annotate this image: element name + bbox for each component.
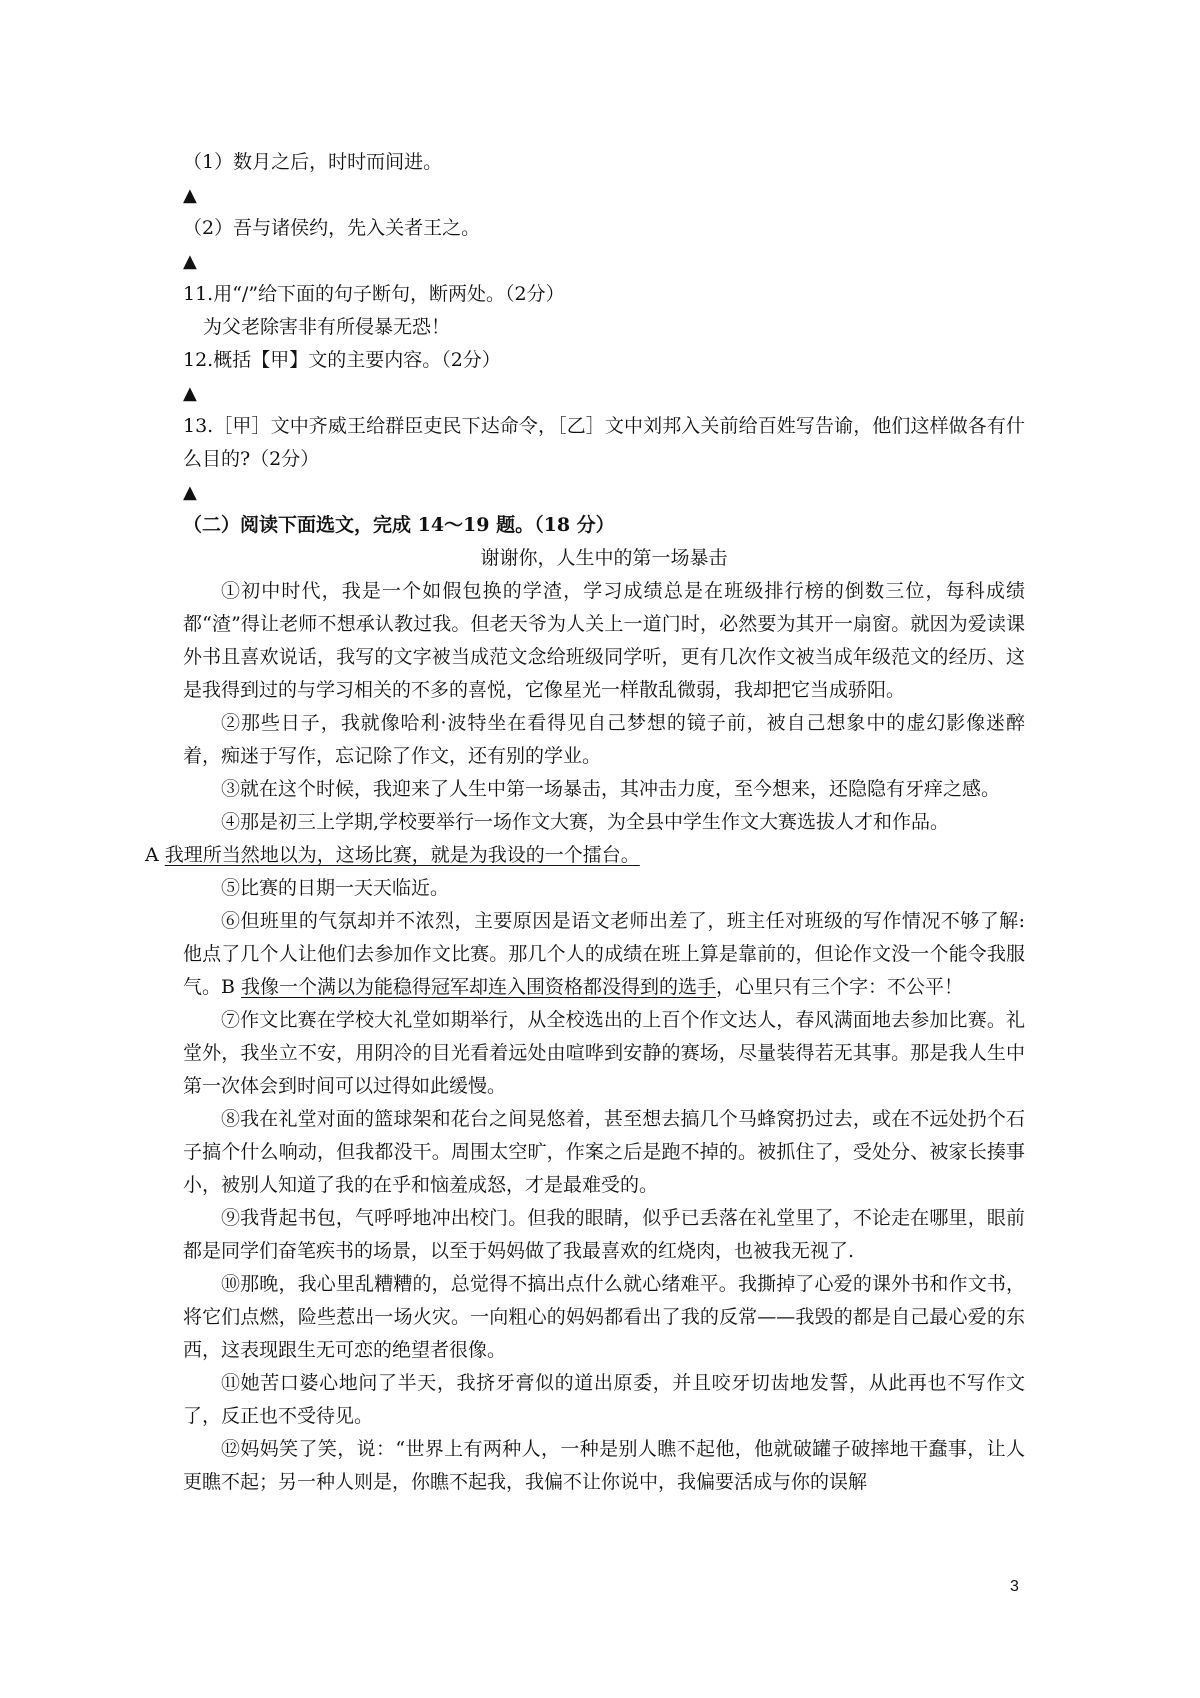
- answer-mark: ▲: [183, 251, 197, 272]
- article-paragraph-10: ⑩那晚，我心里乱糟糟的，总觉得不搞出点什么就心绪难平。我撕掉了心爱的课外书和作文书，将它们点燃，险些惹出一场火灾。一向粗心的妈妈都看出了我的反常——我毁的都是自己最心爱的东西，这表现跟生无可恋的绝望者很像。: [183, 1273, 1025, 1361]
- article-title: 谢谢你，人生中的第一场暴击: [480, 547, 728, 569]
- article-paragraph-7: ⑦作文比赛在学校大礼堂如期举行，从全校选出的上百个作文达人，春风满面地去参加比赛。礼堂外，我坐立不安，用阴冷的目光看着远处由喧哗到安静的赛场，尽量装得若无其事。那是我人生中第一次体会到时间可以过得如此缓慢。: [183, 1009, 1025, 1097]
- article-paragraph-9: ⑨我背起书包，气呼呼地冲出校门。但我的眼睛，似乎已丢落在礼堂里了，不论走在哪里，眼前都是同学们奋笔疾书的场景，以至于妈妈做了我最喜欢的红烧肉，也被我无视了.: [183, 1207, 1025, 1262]
- page-number: 3: [1010, 1578, 1019, 1595]
- paragraph-4-text: ④那是初三上学期,学校要举行一场作文大赛，为全县中学生作文大赛选拔人才和作品。: [221, 811, 950, 833]
- paragraph-6-text: ⑥但班里的气氛却并不浓烈，主要原因是语文老师出差了，班主任对班级的写作情况不够了解:他点了几个人让他们去参加作文比赛。那几个人的成绩在班上算是靠前的，但论作文没一个能令我服气。: [183, 910, 1025, 998]
- underlined-sentence-b: 我像一个满以为能稳得冠军却连入围资格都没得到的选手: [241, 976, 717, 998]
- article-paragraph-6: [183, 905, 1025, 1004]
- paragraph-6-ending: ，心里只有三个字：不公平！: [716, 976, 964, 998]
- answer-mark: ▲: [183, 383, 197, 404]
- q12-prompt: 12.概括【甲】文的主要内容。（2分）: [183, 349, 501, 371]
- article-paragraph-4: [145, 806, 1025, 872]
- sentence-b-label: B: [221, 976, 242, 998]
- q13-prompt: 13.［甲］文中齐威王给群臣吏民下达命令，［乙］文中刘邦入关前给百姓写告谕，他们这样做各有什么目的?（2分）: [183, 415, 1025, 470]
- article-paragraph-5: ⑤比赛的日期一天天临近。: [221, 877, 450, 899]
- article-paragraph-1: ①初中时代，我是一个如假包换的学渣，学习成绩总是在班级排行榜的倒数三位，每科成绩都“渣”得让老师不想承认教过我。但老天爷为人关上一道门时，必然要为其开一扇窗。就因为爱读课外书且喜欢说话，我写的文字被当成范文念给班级同学听，更有几次作文被当成年级范文的经历、这是我得到过的与学习相关的不多的喜悦，它像星光一样散乱微弱，我却把它当成骄阳。: [183, 580, 1025, 701]
- article-paragraph-11: ⑪她苦口婆心地问了半天，我挤牙膏似的道出原委，并且咬牙切齿地发誓，从此再也不写作文了，反正也不受待见。: [183, 1372, 1025, 1427]
- underlined-sentence-a: 我理所当然地以为，这场比赛，就是为我设的一个擂台。: [164, 844, 640, 866]
- article-paragraph-3: ③就在这个时候，我迎来了人生中第一场暴击，其冲击力度，至今想来，还隐隐有牙痒之感。: [221, 778, 1001, 800]
- sentence-a-label: A: [145, 844, 165, 866]
- answer-mark: ▲: [183, 482, 197, 503]
- article-paragraph-8: ⑧我在礼堂对面的篮球架和花台之间晃悠着，甚至想去搞几个马蜂窝扔过去，或在不远处扔个石子搞个什么响动，但我都没干。周围太空旷，作案之后是跑不掉的。被抓住了，受处分、被家长揍事小，被别人知道了我的在乎和恼羞成怒，才是最难受的。: [183, 1108, 1025, 1196]
- q10-sentence-1: （1）数月之后，时时而间进。: [183, 151, 443, 173]
- q11-prompt: 11.用“/”给下面的句子断句，断两处。（2分）: [183, 283, 565, 305]
- q10-sentence-2: （2）吾与诸侯约，先入关者王之。: [183, 217, 481, 239]
- section2-heading: （二）阅读下面选文，完成 14～19 题。（18 分）: [183, 514, 615, 536]
- article-paragraph-2: ②那些日子，我就像哈利·波特坐在看得见自己梦想的镜子前，被自己想象中的虚幻影像迷醉着，痴迷于写作，忘记除了作文，还有别的学业。: [183, 712, 1025, 767]
- exam-page-body: [145, 146, 1025, 1499]
- answer-mark: ▲: [183, 185, 197, 206]
- article-paragraph-12: ⑫妈妈笑了笑，说：“世界上有两种人，一种是别人瞧不起他，他就破罐子破摔地干蠢事，让人更瞧不起；另一种人则是，你瞧不起我，我偏不让你说中，我偏要活成与你的误解: [183, 1438, 1025, 1493]
- q11-sentence: 为父老除害非有所侵暴无恐！: [203, 316, 451, 338]
